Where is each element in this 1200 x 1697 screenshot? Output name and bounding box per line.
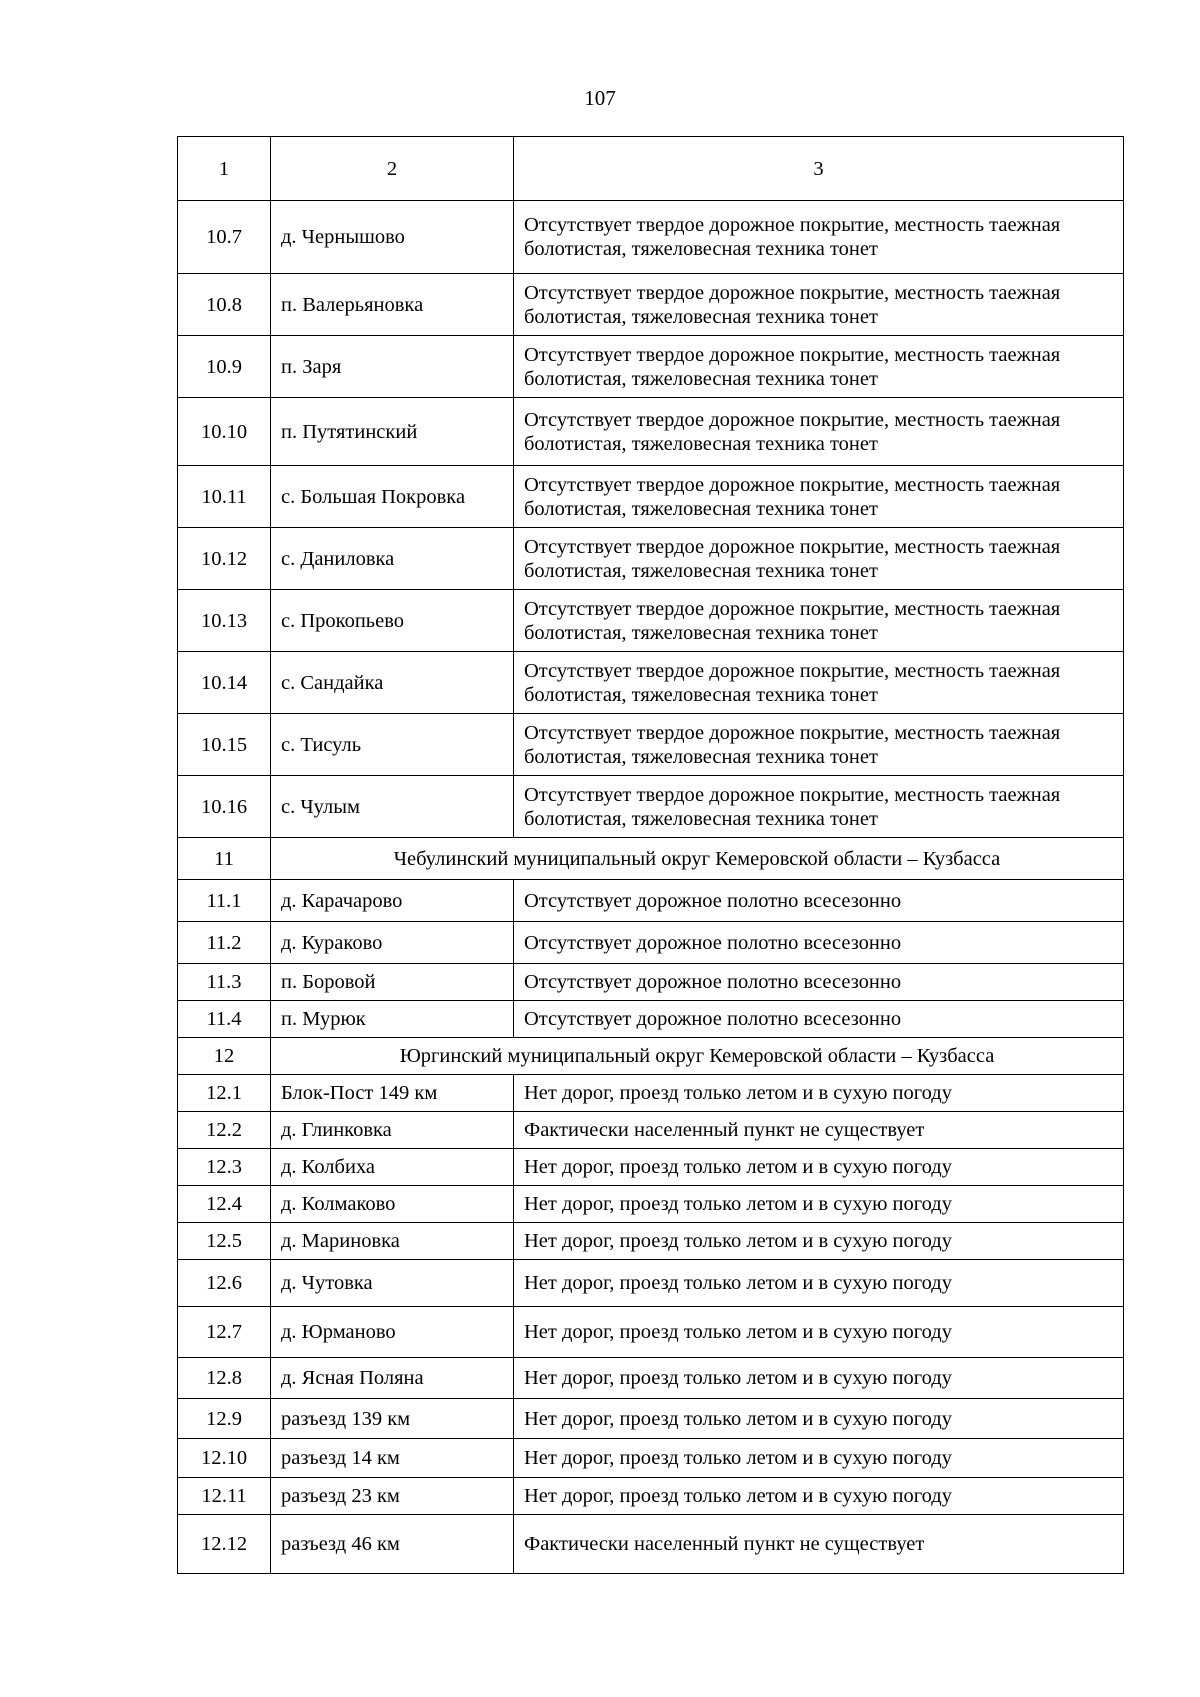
- table-row: [178, 1260, 1124, 1307]
- settlement-name: разъезд 23 км: [271, 1478, 514, 1515]
- table-row: [178, 776, 1124, 838]
- settlement-name: п. Мурюк: [271, 1001, 514, 1038]
- road-description: Отсутствует твердое дорожное покрытие, местность таежная болотистая, тяжеловесная техника тонет: [514, 201, 1124, 274]
- row-number: 10.8: [178, 274, 271, 336]
- settlement-name: д. Глинковка: [271, 1112, 514, 1149]
- district-title: Юргинский муниципальный округ Кемеровской области – Кузбасса: [271, 1038, 1124, 1075]
- settlement-name: с. Большая Покровка: [271, 466, 514, 528]
- road-description: Отсутствует твердое дорожное покрытие, местность таежная болотистая, тяжеловесная техника тонет: [514, 336, 1124, 398]
- row-number: 12.4: [178, 1186, 271, 1223]
- road-description: Отсутствует дорожное полотно всесезонно: [514, 1001, 1124, 1038]
- table-row: [178, 398, 1124, 466]
- settlement-name: д. Мариновка: [271, 1223, 514, 1260]
- settlement-name: д. Карачарово: [271, 880, 514, 922]
- district-number: 12: [178, 1038, 271, 1075]
- row-number: 10.13: [178, 590, 271, 652]
- row-number: 12.8: [178, 1358, 271, 1399]
- table-row: [178, 1399, 1124, 1439]
- table-row: [178, 1075, 1124, 1112]
- road-description: Нет дорог, проезд только летом и в сухую погоду: [514, 1439, 1124, 1478]
- road-description: Отсутствует дорожное полотно всесезонно: [514, 964, 1124, 1001]
- settlement-name: с. Сандайка: [271, 652, 514, 714]
- row-number: 11.3: [178, 964, 271, 1001]
- table-row: [178, 1515, 1124, 1574]
- table-row: [178, 652, 1124, 714]
- row-number: 10.16: [178, 776, 271, 838]
- road-description: Нет дорог, проезд только летом и в сухую погоду: [514, 1307, 1124, 1358]
- road-description: Отсутствует твердое дорожное покрытие, местность таежная болотистая, тяжеловесная техника тонет: [514, 466, 1124, 528]
- settlement-name: д. Юрманово: [271, 1307, 514, 1358]
- row-number: 12.12: [178, 1515, 271, 1574]
- row-number: 10.15: [178, 714, 271, 776]
- table-row: [178, 1223, 1124, 1260]
- settlement-name: разъезд 139 км: [271, 1399, 514, 1439]
- table-row: [178, 964, 1124, 1001]
- table-row: [178, 880, 1124, 922]
- road-description: Нет дорог, проезд только летом и в сухую погоду: [514, 1223, 1124, 1260]
- row-number: 10.10: [178, 398, 271, 466]
- row-number: 10.7: [178, 201, 271, 274]
- row-number: 12.10: [178, 1439, 271, 1478]
- settlement-name: разъезд 46 км: [271, 1515, 514, 1574]
- header-col-1: 1: [178, 137, 271, 201]
- table-row: [178, 336, 1124, 398]
- settlement-name: д. Кураково: [271, 922, 514, 964]
- road-description: Нет дорог, проезд только летом и в сухую погоду: [514, 1399, 1124, 1439]
- settlement-name: д. Ясная Поляна: [271, 1358, 514, 1399]
- district-row: [178, 838, 1124, 880]
- table-header-row: [178, 137, 1124, 201]
- settlement-name: д. Чутовка: [271, 1260, 514, 1307]
- settlement-name: с. Тисуль: [271, 714, 514, 776]
- road-description: Нет дорог, проезд только летом и в сухую погоду: [514, 1478, 1124, 1515]
- road-description: Нет дорог, проезд только летом и в сухую погоду: [514, 1260, 1124, 1307]
- table-row: [178, 922, 1124, 964]
- settlement-name: д. Колмаково: [271, 1186, 514, 1223]
- table-row: [178, 1478, 1124, 1515]
- district-number: 11: [178, 838, 271, 880]
- row-number: 12.6: [178, 1260, 271, 1307]
- district-title: Чебулинский муниципальный округ Кемеровской области – Кузбасса: [271, 838, 1124, 880]
- row-number: 12.11: [178, 1478, 271, 1515]
- table-row: [178, 1149, 1124, 1186]
- road-description: Отсутствует твердое дорожное покрытие, местность таежная болотистая, тяжеловесная техника тонет: [514, 652, 1124, 714]
- row-number: 11.4: [178, 1001, 271, 1038]
- road-description: Отсутствует твердое дорожное покрытие, местность таежная болотистая, тяжеловесная техника тонет: [514, 398, 1124, 466]
- settlement-name: д. Колбиха: [271, 1149, 514, 1186]
- road-description: Нет дорог, проезд только летом и в сухую погоду: [514, 1149, 1124, 1186]
- road-description: Отсутствует твердое дорожное покрытие, местность таежная болотистая, тяжеловесная техника тонет: [514, 274, 1124, 336]
- settlement-name: п. Путятинский: [271, 398, 514, 466]
- table-row: [178, 1439, 1124, 1478]
- table-row: [178, 1358, 1124, 1399]
- table-row: [178, 1001, 1124, 1038]
- road-description: Отсутствует дорожное полотно всесезонно: [514, 922, 1124, 964]
- settlement-name: п. Заря: [271, 336, 514, 398]
- row-number: 12.5: [178, 1223, 271, 1260]
- settlement-name: п. Боровой: [271, 964, 514, 1001]
- table-row: [178, 466, 1124, 528]
- row-number: 11.2: [178, 922, 271, 964]
- row-number: 12.3: [178, 1149, 271, 1186]
- row-number: 11.1: [178, 880, 271, 922]
- road-description: Отсутствует дорожное полотно всесезонно: [514, 880, 1124, 922]
- table-row: [178, 590, 1124, 652]
- road-description: Отсутствует твердое дорожное покрытие, местность таежная болотистая, тяжеловесная техника тонет: [514, 590, 1124, 652]
- table-row: [178, 714, 1124, 776]
- row-number: 12.1: [178, 1075, 271, 1112]
- road-description: Фактически населенный пункт не существует: [514, 1112, 1124, 1149]
- table-body: [178, 137, 1124, 1574]
- row-number: 10.14: [178, 652, 271, 714]
- table-row: [178, 1186, 1124, 1223]
- table-row: [178, 1307, 1124, 1358]
- row-number: 10.11: [178, 466, 271, 528]
- table-row: [178, 201, 1124, 274]
- settlement-name: Блок-Пост 149 км: [271, 1075, 514, 1112]
- settlements-table: [177, 136, 1124, 1574]
- road-description: Отсутствует твердое дорожное покрытие, местность таежная болотистая, тяжеловесная техника тонет: [514, 714, 1124, 776]
- road-description: Нет дорог, проезд только летом и в сухую погоду: [514, 1358, 1124, 1399]
- row-number: 12.7: [178, 1307, 271, 1358]
- row-number: 10.12: [178, 528, 271, 590]
- district-row: [178, 1038, 1124, 1075]
- settlement-name: с. Чулым: [271, 776, 514, 838]
- header-col-2: 2: [271, 137, 514, 201]
- header-col-3: 3: [514, 137, 1124, 201]
- row-number: 10.9: [178, 336, 271, 398]
- settlement-name: с. Даниловка: [271, 528, 514, 590]
- settlement-name: д. Чернышово: [271, 201, 514, 274]
- settlement-name: п. Валерьяновка: [271, 274, 514, 336]
- road-description: Фактически населенный пункт не существует: [514, 1515, 1124, 1574]
- table-row: [178, 1112, 1124, 1149]
- road-description: Нет дорог, проезд только летом и в сухую погоду: [514, 1075, 1124, 1112]
- table-row: [178, 274, 1124, 336]
- road-description: Отсутствует твердое дорожное покрытие, местность таежная болотистая, тяжеловесная техника тонет: [514, 528, 1124, 590]
- row-number: 12.2: [178, 1112, 271, 1149]
- road-description: Нет дорог, проезд только летом и в сухую погоду: [514, 1186, 1124, 1223]
- row-number: 12.9: [178, 1399, 271, 1439]
- table-row: [178, 528, 1124, 590]
- page-number: 107: [584, 86, 616, 110]
- road-description: Отсутствует твердое дорожное покрытие, местность таежная болотистая, тяжеловесная техника тонет: [514, 776, 1124, 838]
- settlement-name: с. Прокопьево: [271, 590, 514, 652]
- settlement-name: разъезд 14 км: [271, 1439, 514, 1478]
